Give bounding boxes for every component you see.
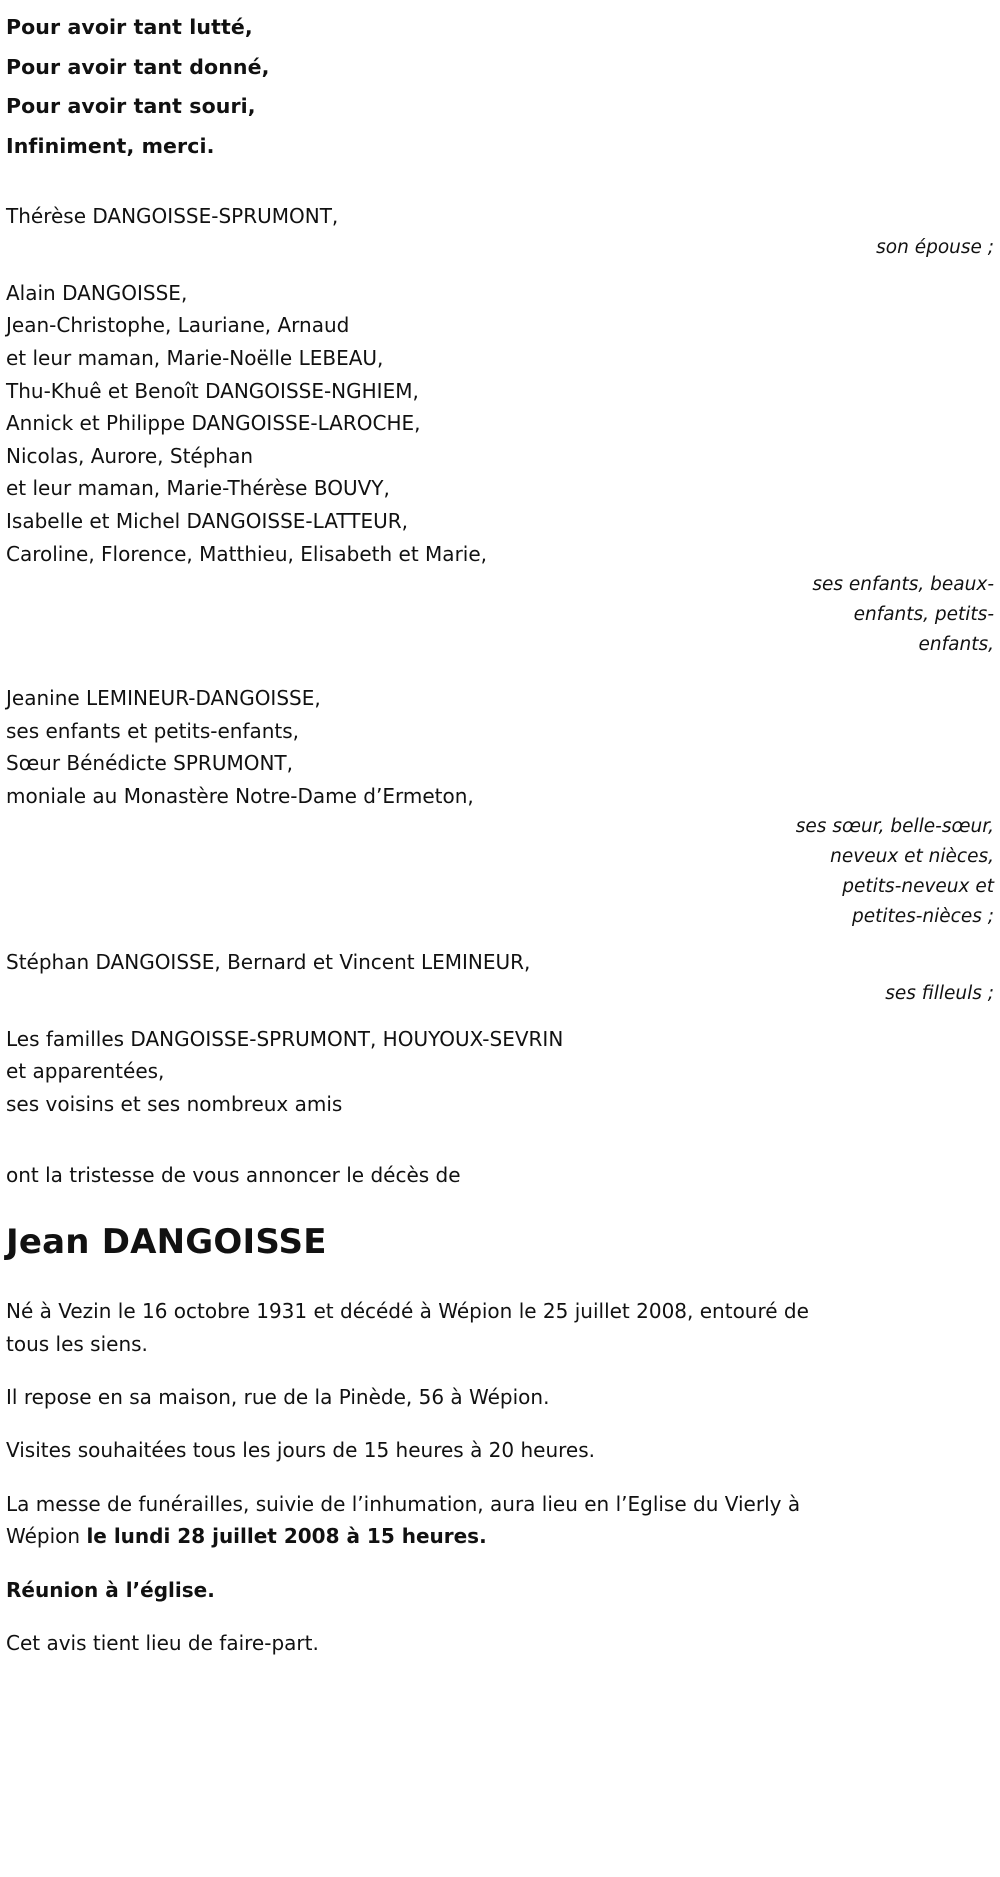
name-line: Thérèse DANGOISSE-SPRUMONT, <box>6 204 339 229</box>
detail-notice: Cet avis tient lieu de faire-part. <box>6 1630 319 1655</box>
name-list <box>6 1023 994 1121</box>
name-list <box>6 946 994 979</box>
relation-block-children <box>6 277 994 660</box>
relation-label-children <box>6 570 994 660</box>
verse-line-3: Pour avoir tant souri, <box>6 94 256 119</box>
relation-block-spouse <box>6 200 994 263</box>
relation-label-godchildren <box>6 979 994 1009</box>
relation-block-siblings <box>6 682 994 932</box>
funeral-datetime-text: le lundi 28 juillet 2008 à 15 heures. <box>86 1524 487 1549</box>
relation-label-spouse <box>6 233 994 263</box>
name-line: Stéphan DANGOISSE, Bernard et Vincent LEMINEUR, <box>6 950 531 975</box>
detail-funeral <box>6 1488 836 1553</box>
detail-birth-death: Né à Vezin le 16 octobre 1931 et décédé à Wépion le 25 juillet 2008, entouré de tous les siens. <box>6 1299 809 1356</box>
name-list <box>6 200 994 233</box>
name-line: Nicolas, Aurore, Stéphan <box>6 443 254 468</box>
spacer <box>6 932 994 946</box>
verse-line-2: Pour avoir tant donné, <box>6 54 270 79</box>
relation-block-families <box>6 1023 994 1121</box>
name-line: Isabelle et Michel DANGOISSE-LATTEUR, <box>6 508 408 533</box>
detail-resting-place: Il repose en sa maison, rue de la Pinède, 56 à Wépion. <box>6 1384 550 1409</box>
name-line: et apparentées, <box>6 1059 165 1084</box>
name-line: Thu-Khuê et Benoît DANGOISSE-NGHIEM, <box>6 378 419 403</box>
name-line: Sœur Bénédicte SPRUMONT, <box>6 751 293 776</box>
relation-label-siblings <box>6 812 994 932</box>
announcement-text: ont la tristesse de vous annoncer le décès de <box>6 1162 461 1187</box>
verse-line-4: Infiniment, merci. <box>6 133 215 158</box>
name-line: Alain DANGOISSE, <box>6 280 188 305</box>
relation-text: son épouse ; <box>876 236 994 258</box>
funeral-intro-text: La messe de funérailles, suivie de l’inhumation, aura lieu en l’Eglise du Vierly à Wépion <box>6 1491 801 1549</box>
name-line: Les familles DANGOISSE-SPRUMONT, HOUYOUX-SEVRIN <box>6 1026 564 1051</box>
detail-visiting-hours: Visites souhaitées tous les jours de 15 heures à 20 heures. <box>6 1438 596 1463</box>
name-line: Caroline, Florence, Matthieu, Elisabeth et Marie, <box>6 541 488 566</box>
name-line: ses voisins et ses nombreux amis <box>6 1092 343 1117</box>
spacer <box>6 1121 994 1159</box>
relation-text: ses sœur, belle-sœur, neveux et nièces, petits-neveux et petites-nièces ; <box>795 816 994 928</box>
name-line: et leur maman, Marie-Noëlle LEBEAU, <box>6 346 384 370</box>
relation-text: ses filleuls ; <box>885 982 994 1004</box>
spacer <box>6 660 994 682</box>
opening-verse <box>6 8 994 166</box>
relation-block-godchildren <box>6 946 994 1009</box>
verse-line-1: Pour avoir tant lutté, <box>6 15 253 39</box>
name-line: Jean-Christophe, Lauriane, Arnaud <box>6 313 350 338</box>
name-list <box>6 277 994 570</box>
spacer <box>6 1009 994 1023</box>
name-line: Jeanine LEMINEUR-DANGOISSE, <box>6 686 321 711</box>
detail-gathering: Réunion à l’église. <box>6 1577 215 1602</box>
deceased-name: Jean DANGOISSE <box>6 1221 327 1262</box>
name-line: moniale au Monastère Notre-Dame d’Ermeton, <box>6 783 474 808</box>
name-list <box>6 682 994 812</box>
spacer <box>6 263 994 277</box>
name-line: ses enfants et petits-enfants, <box>6 718 300 743</box>
name-line: et leur maman, Marie-Thérèse BOUVY, <box>6 476 390 501</box>
name-line: Annick et Philippe DANGOISSE-LAROCHE, <box>6 411 421 436</box>
relation-text: ses enfants, beaux-enfants, petits-enfants, <box>812 574 994 656</box>
